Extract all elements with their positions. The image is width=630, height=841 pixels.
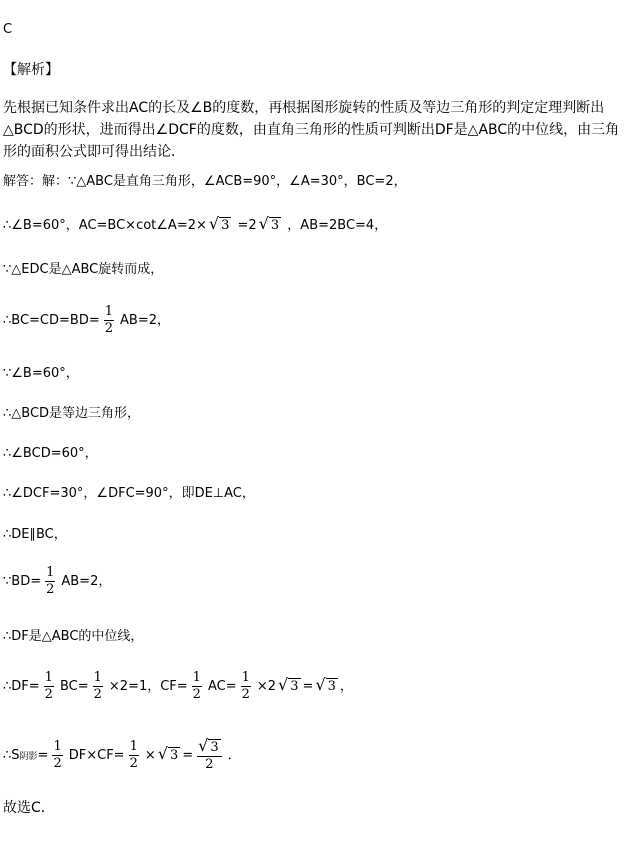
text: ，	[339, 679, 353, 694]
fraction-one-half	[44, 670, 54, 703]
fraction-one-half	[129, 739, 139, 772]
final-answer: 故选C．	[3, 800, 55, 816]
text: =	[37, 748, 49, 763]
numerator: 1	[192, 670, 201, 685]
solution-line-11: ∴DF是△ABC的中位线，	[3, 629, 144, 644]
radical-sign: √	[315, 675, 326, 694]
numerator: 1	[93, 670, 102, 685]
fraction-sqrt3-over-2	[197, 738, 221, 773]
text: ，AB=2BC=4，	[287, 218, 388, 233]
solution-line-5: ∵∠B=60°，	[3, 366, 79, 381]
radicand: 3	[210, 740, 219, 755]
sqrt-3	[209, 214, 231, 236]
radicand: 3	[270, 218, 280, 233]
text: ×2	[256, 679, 277, 694]
answer-letter: C	[3, 22, 13, 37]
solution-line-6: ∴△BCD是等边三角形，	[3, 406, 141, 421]
numerator: 1	[44, 670, 53, 685]
solution-line-10	[3, 565, 111, 598]
text: ∴S	[3, 748, 20, 763]
numerator: 1	[46, 565, 55, 580]
text: =2	[237, 218, 257, 233]
text: DF×CF=	[68, 748, 125, 763]
radical-sign: √	[157, 744, 168, 763]
text: ∴BC=CD=BD=	[3, 313, 100, 328]
denominator: 2	[129, 756, 138, 771]
text: AC=	[207, 679, 237, 694]
radicand: 3	[290, 679, 299, 694]
text: BC=	[59, 679, 89, 694]
denominator: 2	[44, 687, 53, 702]
solution-line-1: 解答：解：∵△ABC是直角三角形，∠ACB=90°，∠A=30°，BC=2，	[3, 174, 407, 189]
radicand: 3	[169, 748, 179, 763]
radical-sign: √	[208, 214, 220, 233]
solution-line-13	[3, 738, 241, 773]
denominator: 2	[197, 756, 221, 773]
text: ∴∠B=60°，AC=BC×cot∠A=2×	[3, 218, 207, 233]
text: AB=2，	[120, 313, 170, 328]
fraction-one-half	[45, 565, 55, 598]
text: =	[182, 748, 194, 763]
text: ∴DF=	[3, 679, 40, 694]
analysis-heading: 【解析】	[3, 62, 59, 78]
denominator: 2	[241, 687, 250, 702]
solution-line-12	[3, 670, 353, 703]
text: ×	[144, 748, 156, 763]
solution-line-2	[3, 214, 387, 236]
radical-sign: √	[278, 675, 289, 694]
radical-sign: √	[258, 214, 269, 233]
solution-line-8: ∴∠DCF=30°，∠DFC=90°，即DE⊥AC，	[3, 486, 255, 501]
fraction-one-half	[241, 670, 251, 703]
solution-line-7: ∴∠BCD=60°，	[3, 446, 98, 461]
solution-line-3: ∵△EDC是△ABC旋转而成，	[3, 262, 164, 277]
solution-line-9: ∴DE∥BC，	[3, 527, 67, 542]
text: =	[302, 679, 314, 694]
numerator: 1	[129, 739, 138, 754]
text: AB=2，	[61, 574, 112, 589]
subscript-shadow: 阴影	[19, 752, 38, 762]
text: ×2=1，CF=	[108, 679, 188, 694]
denominator: 2	[104, 321, 114, 336]
sqrt-3	[259, 214, 281, 236]
denominator: 2	[53, 756, 62, 771]
denominator: 2	[192, 687, 201, 702]
text: ∵BD=	[3, 574, 42, 589]
radicand: 3	[327, 679, 336, 694]
fraction-one-half	[104, 304, 114, 337]
sqrt-3	[198, 738, 220, 756]
denominator: 2	[46, 582, 55, 597]
radicand: 3	[221, 218, 230, 233]
sqrt-3	[278, 675, 300, 697]
text: ．	[227, 748, 241, 763]
radical-sign: √	[198, 736, 209, 755]
solution-line-4	[3, 304, 170, 337]
numerator	[197, 738, 221, 756]
fraction-one-half	[93, 670, 103, 703]
fraction-one-half	[52, 739, 62, 772]
denominator: 2	[93, 687, 102, 702]
numerator: 1	[104, 304, 114, 319]
fraction-one-half	[192, 670, 202, 703]
numerator: 1	[53, 739, 62, 754]
sqrt-3	[158, 744, 180, 766]
sqrt-3	[315, 675, 337, 697]
analysis-intro: 先根据已知条件求出AC的长及∠B的度数，再根据图形旋转的性质及等边三角形的判定定理判断出△BCD的形状，进而得出∠DCF的度数，由直角三角形的性质可判断出DF是△ABC的中位线，由三角形的面积公式即可得出结论．	[3, 100, 620, 160]
numerator: 1	[241, 670, 250, 685]
